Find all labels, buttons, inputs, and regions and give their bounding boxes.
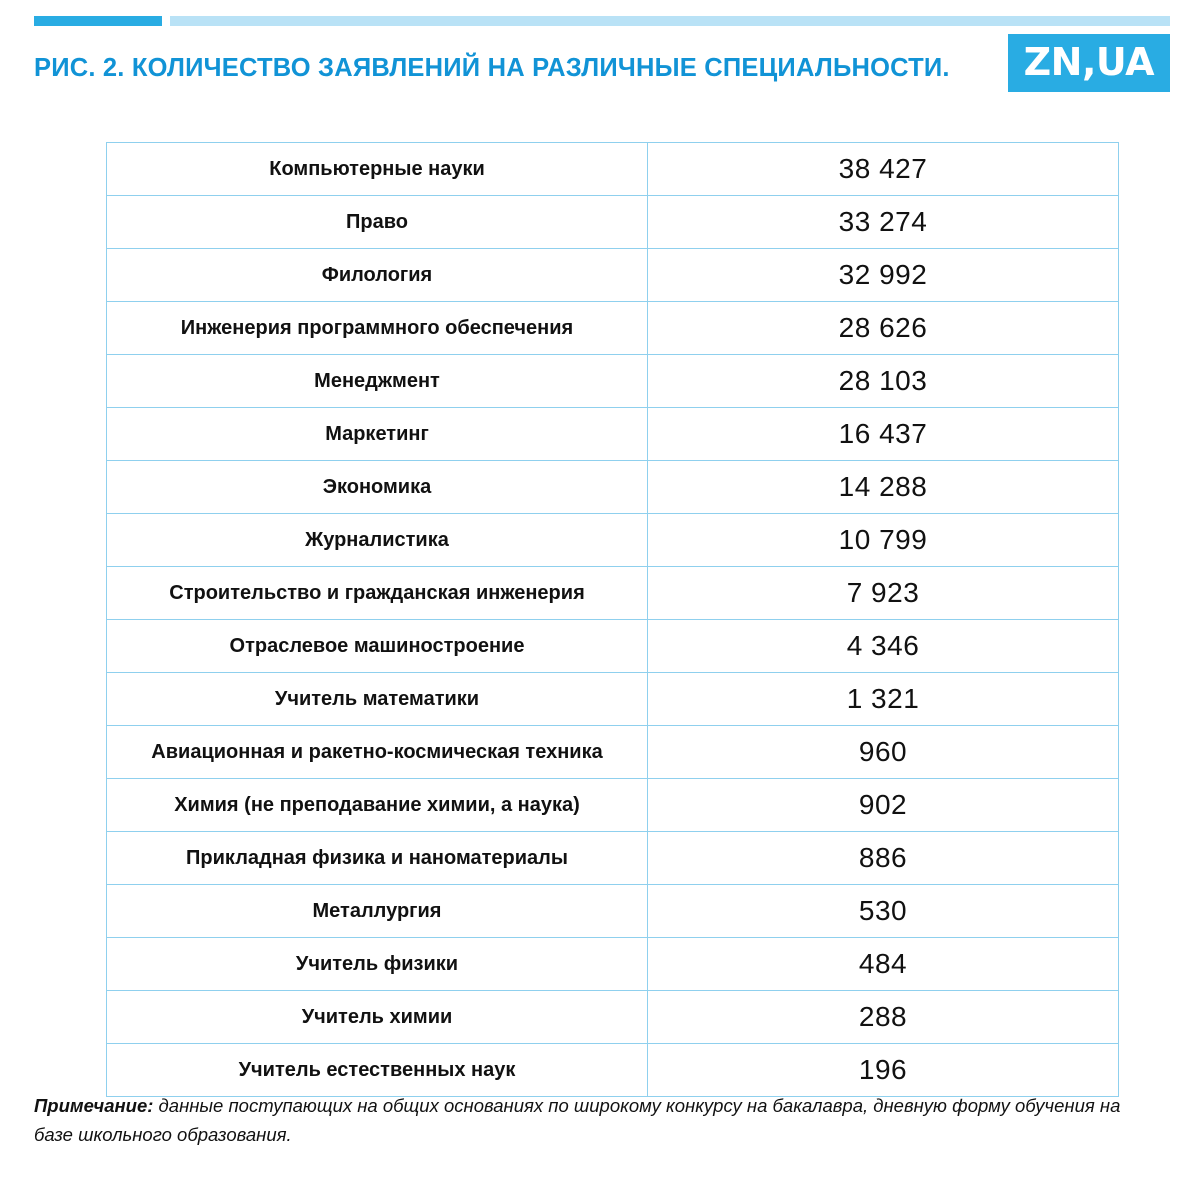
table-row [107, 726, 1119, 779]
specialty-value: 196 [648, 1044, 1119, 1097]
specialty-value: 288 [648, 991, 1119, 1044]
specialty-label: Прикладная физика и наноматериалы [107, 832, 648, 885]
specialty-label: Металлургия [107, 885, 648, 938]
specialty-label: Инженерия программного обеспечения [107, 302, 648, 355]
table-row [107, 514, 1119, 567]
footnote [34, 1092, 1164, 1149]
specialty-label: Авиационная и ракетно-космическая техника [107, 726, 648, 779]
table-row [107, 885, 1119, 938]
specialty-label: Маркетинг [107, 408, 648, 461]
footnote-label: Примечание: [34, 1095, 154, 1116]
specialty-value: 1 321 [648, 673, 1119, 726]
table-row [107, 938, 1119, 991]
zn-ua-logo: ZN,UA [1008, 34, 1170, 92]
specialty-value: 960 [648, 726, 1119, 779]
specialty-value: 28 626 [648, 302, 1119, 355]
specialty-value: 4 346 [648, 620, 1119, 673]
specialty-value: 16 437 [648, 408, 1119, 461]
specialties-table [106, 142, 1119, 1097]
table-row [107, 991, 1119, 1044]
specialty-value: 484 [648, 938, 1119, 991]
specialty-value: 10 799 [648, 514, 1119, 567]
specialty-value: 7 923 [648, 567, 1119, 620]
specialty-label: Право [107, 196, 648, 249]
specialty-label: Учитель химии [107, 991, 648, 1044]
specialty-label: Журналистика [107, 514, 648, 567]
specialty-label: Учитель математики [107, 673, 648, 726]
table-row [107, 779, 1119, 832]
specialty-value: 886 [648, 832, 1119, 885]
specialty-label: Отраслевое машиностроение [107, 620, 648, 673]
specialty-label: Менеджмент [107, 355, 648, 408]
specialties-table-container [106, 142, 1094, 1097]
specialty-value: 33 274 [648, 196, 1119, 249]
table-row [107, 143, 1119, 196]
specialty-value: 530 [648, 885, 1119, 938]
specialty-label: Химия (не преподавание химии, а наука) [107, 779, 648, 832]
header [34, 52, 994, 86]
specialty-label: Учитель естественных наук [107, 1044, 648, 1097]
footnote-text: данные поступающих на общих основаниях по широкому конкурсу на бакалавра, дневную форму обучения на базе школьного образования. [34, 1095, 1121, 1145]
specialty-value: 902 [648, 779, 1119, 832]
table-row [107, 461, 1119, 514]
specialty-label: Филология [107, 249, 648, 302]
accent-bar-light [170, 16, 1170, 26]
table-row [107, 196, 1119, 249]
specialty-label: Компьютерные науки [107, 143, 648, 196]
table-row [107, 620, 1119, 673]
table-row [107, 673, 1119, 726]
table-row [107, 302, 1119, 355]
table-row [107, 1044, 1119, 1097]
table-row [107, 355, 1119, 408]
specialty-label: Учитель физики [107, 938, 648, 991]
specialty-label: Экономика [107, 461, 648, 514]
specialty-label: Строительство и гражданская инженерия [107, 567, 648, 620]
specialty-value: 38 427 [648, 143, 1119, 196]
table-row [107, 567, 1119, 620]
specialty-value: 32 992 [648, 249, 1119, 302]
table-body [107, 143, 1119, 1097]
specialty-value: 14 288 [648, 461, 1119, 514]
table-row [107, 249, 1119, 302]
table-row [107, 408, 1119, 461]
specialty-value: 28 103 [648, 355, 1119, 408]
top-accent-bars [0, 16, 1200, 26]
accent-bar-dark [34, 16, 162, 26]
page-title: РИС. 2. КОЛИЧЕСТВО ЗАЯВЛЕНИЙ НА РАЗЛИЧНЫЕ СПЕЦИАЛЬНОСТИ. [34, 54, 950, 82]
table-row [107, 832, 1119, 885]
